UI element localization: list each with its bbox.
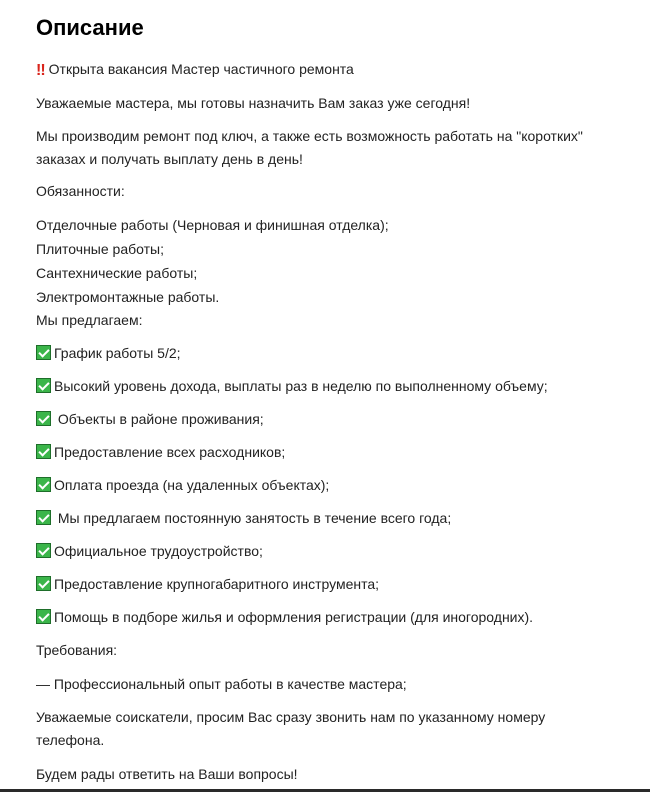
double-exclamation-icon: !! [36, 62, 45, 79]
offer-text: График работы 5/2; [54, 345, 181, 361]
duties-heading: Обязанности: [36, 183, 125, 199]
check-mark-icon [36, 378, 51, 393]
duty-item: Сантехнические работы; [36, 265, 198, 281]
offer-item [36, 540, 263, 563]
offer-item [36, 474, 329, 497]
check-mark-icon [36, 411, 51, 426]
vacancy-line [36, 58, 354, 82]
check-mark-icon [36, 576, 51, 591]
check-mark-icon [36, 609, 51, 624]
offer-text: Предоставление крупногабаритного инструмента; [54, 576, 380, 592]
offer-text: Оплата проезда (на удаленных объектах); [54, 477, 330, 493]
check-mark-icon [36, 345, 51, 360]
check-mark-icon [36, 477, 51, 492]
requirements-heading: Требования: [36, 642, 118, 658]
offer-item [36, 342, 181, 365]
check-mark-icon [36, 510, 51, 525]
requirement-item: — Профессиональный опыт работы в качестве мастера; [36, 676, 407, 692]
offer-heading: Мы предлагаем: [36, 312, 143, 328]
offer-item [36, 507, 451, 530]
duty-item: Плиточные работы; [36, 241, 164, 257]
offer-text: Мы предлагаем постоянную занятость в течение всего года; [54, 510, 452, 526]
offer-text: Предоставление всех расходников; [54, 444, 286, 460]
offer-text: Высокий уровень дохода, выплаты раз в неделю по выполненному объему; [54, 378, 548, 394]
check-mark-icon [36, 543, 51, 558]
offer-item [36, 441, 285, 464]
check-mark-icon [36, 444, 51, 459]
offer-item [36, 606, 533, 629]
vacancy-text: Открыта вакансия Мастер частичного ремонта [48, 61, 354, 77]
duty-item: Отделочные работы (Черновая и финишная отделка); [36, 217, 389, 233]
offer-item [36, 408, 264, 431]
offer-item [36, 375, 548, 398]
offer-text: Объекты в районе проживания; [54, 411, 264, 427]
closing-text: Будем рады ответить на Ваши вопросы! [36, 766, 298, 782]
greeting-text: Уважаемые мастера, мы готовы назначить Вам заказ уже сегодня! [36, 95, 471, 111]
section-title: Описание [36, 15, 144, 40]
offer-text: Помощь в подборе жилья и оформления регистрации (для иногородних). [54, 609, 534, 625]
offer-item [36, 573, 379, 596]
duty-item: Электромонтажные работы. [36, 289, 220, 305]
call-to-action-text: Уважаемые соискатели, просим Вас сразу звонить нам по указанному номеру телефона. [36, 709, 546, 748]
intro-text: Мы производим ремонт под ключ, а также есть возможность работать на "коротких" заказах и получать выплату день в день! [36, 128, 583, 167]
offer-text: Официальное трудоустройство; [54, 543, 263, 559]
